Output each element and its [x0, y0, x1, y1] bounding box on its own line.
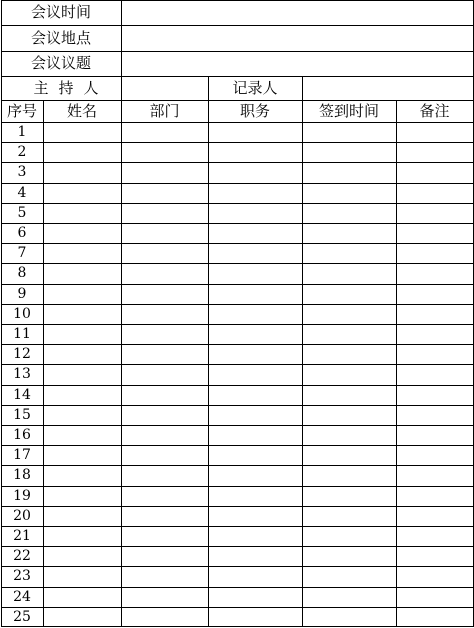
- name-cell[interactable]: [43, 546, 121, 566]
- column-header-signin-time: 签到时间: [318, 101, 379, 120]
- row-index: 23: [13, 568, 31, 585]
- signin-time-cell[interactable]: [302, 243, 396, 263]
- remarks-cell[interactable]: [396, 486, 473, 506]
- name-cell[interactable]: [43, 223, 121, 243]
- name-cell[interactable]: [43, 566, 121, 586]
- row-index: 18: [13, 467, 31, 484]
- meeting-place-field[interactable]: [121, 25, 473, 51]
- position-cell[interactable]: [208, 243, 302, 263]
- name-cell[interactable]: [43, 506, 121, 526]
- remarks-cell[interactable]: [396, 344, 473, 364]
- remarks-cell[interactable]: [396, 587, 473, 607]
- row-index: 6: [17, 225, 27, 242]
- row-index: 5: [17, 204, 27, 221]
- signin-time-cell[interactable]: [302, 122, 396, 142]
- name-cell[interactable]: [43, 607, 121, 627]
- position-cell[interactable]: [208, 587, 302, 607]
- signin-time-cell[interactable]: [302, 263, 396, 283]
- name-cell[interactable]: [43, 344, 121, 364]
- recorder-label: 记录人: [232, 78, 278, 97]
- signin-time-cell[interactable]: [302, 344, 396, 364]
- remarks-cell[interactable]: [396, 566, 473, 586]
- signin-time-cell[interactable]: [302, 607, 396, 627]
- position-cell[interactable]: [208, 506, 302, 526]
- position-cell[interactable]: [208, 405, 302, 425]
- column-header-remarks: 备注: [419, 101, 450, 120]
- row-index: 17: [13, 447, 31, 464]
- position-cell[interactable]: [208, 162, 302, 182]
- signin-time-cell[interactable]: [302, 385, 396, 405]
- department-cell[interactable]: [121, 243, 208, 263]
- position-cell[interactable]: [208, 526, 302, 546]
- department-cell[interactable]: [121, 486, 208, 506]
- remarks-cell[interactable]: [396, 284, 473, 304]
- position-cell[interactable]: [208, 445, 302, 465]
- remarks-cell[interactable]: [396, 304, 473, 324]
- meeting-topic-label: 会议议题: [30, 54, 91, 72]
- position-cell[interactable]: [208, 566, 302, 586]
- signin-time-cell[interactable]: [302, 425, 396, 445]
- position-cell[interactable]: [208, 486, 302, 506]
- department-cell[interactable]: [121, 425, 208, 445]
- position-cell[interactable]: [208, 122, 302, 142]
- row-index: 2: [17, 144, 27, 161]
- row-index: 22: [13, 548, 31, 565]
- remarks-cell[interactable]: [396, 405, 473, 425]
- department-cell[interactable]: [121, 465, 208, 485]
- signin-time-cell[interactable]: [302, 566, 396, 586]
- position-cell[interactable]: [208, 324, 302, 344]
- department-cell[interactable]: [121, 607, 208, 627]
- position-cell[interactable]: [208, 344, 302, 364]
- department-cell[interactable]: [121, 284, 208, 304]
- remarks-cell[interactable]: [396, 122, 473, 142]
- department-cell[interactable]: [121, 445, 208, 465]
- position-cell[interactable]: [208, 607, 302, 627]
- department-cell[interactable]: [121, 324, 208, 344]
- meeting-time-field[interactable]: [121, 0, 473, 25]
- column-header-index: 序号: [6, 101, 37, 120]
- department-cell[interactable]: [121, 526, 208, 546]
- position-cell[interactable]: [208, 465, 302, 485]
- row-index: 14: [13, 386, 31, 403]
- position-cell[interactable]: [208, 263, 302, 283]
- department-cell[interactable]: [121, 587, 208, 607]
- remarks-cell[interactable]: [396, 425, 473, 445]
- position-cell[interactable]: [208, 385, 302, 405]
- signin-time-cell[interactable]: [302, 445, 396, 465]
- signin-time-cell[interactable]: [302, 546, 396, 566]
- remarks-cell[interactable]: [396, 385, 473, 405]
- name-cell[interactable]: [43, 465, 121, 485]
- remarks-cell[interactable]: [396, 142, 473, 162]
- row-index: 20: [13, 507, 31, 524]
- name-cell[interactable]: [43, 587, 121, 607]
- signin-time-cell[interactable]: [302, 142, 396, 162]
- signin-time-cell[interactable]: [302, 364, 396, 384]
- department-cell[interactable]: [121, 344, 208, 364]
- row-index: 4: [17, 184, 27, 201]
- name-cell[interactable]: [43, 486, 121, 506]
- host-field[interactable]: [121, 76, 208, 100]
- signin-time-cell[interactable]: [302, 324, 396, 344]
- name-cell[interactable]: [43, 122, 121, 142]
- department-cell[interactable]: [121, 142, 208, 162]
- department-cell[interactable]: [121, 405, 208, 425]
- remarks-cell[interactable]: [396, 324, 473, 344]
- remarks-cell[interactable]: [396, 445, 473, 465]
- department-cell[interactable]: [121, 566, 208, 586]
- name-cell[interactable]: [43, 526, 121, 546]
- name-cell[interactable]: [43, 203, 121, 223]
- position-cell[interactable]: [208, 546, 302, 566]
- position-cell[interactable]: [208, 223, 302, 243]
- row-index: 16: [13, 427, 31, 444]
- name-cell[interactable]: [43, 263, 121, 283]
- department-cell[interactable]: [121, 223, 208, 243]
- row-index: 8: [17, 265, 27, 282]
- recorder-field[interactable]: [302, 76, 473, 100]
- department-cell[interactable]: [121, 546, 208, 566]
- department-cell[interactable]: [121, 385, 208, 405]
- signin-time-cell[interactable]: [302, 526, 396, 546]
- remarks-cell[interactable]: [396, 243, 473, 263]
- row-index: 15: [13, 406, 31, 423]
- signin-time-cell[interactable]: [302, 587, 396, 607]
- name-cell[interactable]: [43, 162, 121, 182]
- department-cell[interactable]: [121, 122, 208, 142]
- signin-time-cell[interactable]: [302, 486, 396, 506]
- name-cell[interactable]: [43, 243, 121, 263]
- department-cell[interactable]: [121, 162, 208, 182]
- remarks-cell[interactable]: [396, 546, 473, 566]
- signin-time-cell[interactable]: [302, 162, 396, 182]
- host-label: 主持人: [33, 78, 109, 97]
- remarks-cell[interactable]: [396, 263, 473, 283]
- name-cell[interactable]: [43, 324, 121, 344]
- row-index: 1: [17, 124, 27, 141]
- name-cell[interactable]: [43, 425, 121, 445]
- meeting-topic-field[interactable]: [121, 51, 473, 76]
- remarks-cell[interactable]: [396, 506, 473, 526]
- meeting-time-label: 会议时间: [30, 3, 91, 21]
- department-cell[interactable]: [121, 304, 208, 324]
- signin-time-cell[interactable]: [302, 284, 396, 304]
- row-index: 19: [13, 487, 31, 504]
- name-cell[interactable]: [43, 284, 121, 304]
- department-cell[interactable]: [121, 364, 208, 384]
- remarks-cell[interactable]: [396, 223, 473, 243]
- meeting-place-label: 会议地点: [30, 28, 91, 47]
- row-index: 7: [17, 245, 27, 262]
- row-index: 11: [13, 326, 31, 343]
- row-index: 12: [13, 346, 31, 363]
- name-cell[interactable]: [43, 183, 121, 203]
- remarks-cell[interactable]: [396, 465, 473, 485]
- position-cell[interactable]: [208, 425, 302, 445]
- name-cell[interactable]: [43, 304, 121, 324]
- name-cell[interactable]: [43, 364, 121, 384]
- row-index: 24: [13, 588, 31, 605]
- column-header-department: 部门: [149, 101, 180, 120]
- department-cell[interactable]: [121, 506, 208, 526]
- signin-time-cell[interactable]: [302, 465, 396, 485]
- column-header-name: 姓名: [66, 101, 97, 120]
- column-header-position: 职务: [239, 101, 270, 120]
- name-cell[interactable]: [43, 445, 121, 465]
- position-cell[interactable]: [208, 284, 302, 304]
- department-cell[interactable]: [121, 183, 208, 203]
- name-cell[interactable]: [43, 385, 121, 405]
- name-cell[interactable]: [43, 142, 121, 162]
- row-index: 10: [13, 305, 31, 322]
- remarks-cell[interactable]: [396, 203, 473, 223]
- remarks-cell[interactable]: [396, 364, 473, 384]
- signin-time-cell[interactable]: [302, 405, 396, 425]
- position-cell[interactable]: [208, 203, 302, 223]
- remarks-cell[interactable]: [396, 607, 473, 627]
- position-cell[interactable]: [208, 364, 302, 384]
- department-cell[interactable]: [121, 263, 208, 283]
- row-index: 25: [13, 608, 31, 625]
- row-index: 21: [13, 528, 31, 545]
- remarks-cell[interactable]: [396, 162, 473, 182]
- name-cell[interactable]: [43, 405, 121, 425]
- remarks-cell[interactable]: [396, 526, 473, 546]
- position-cell[interactable]: [208, 183, 302, 203]
- remarks-cell[interactable]: [396, 183, 473, 203]
- position-cell[interactable]: [208, 304, 302, 324]
- signin-time-cell[interactable]: [302, 223, 396, 243]
- signin-time-cell[interactable]: [302, 506, 396, 526]
- signin-time-cell[interactable]: [302, 304, 396, 324]
- position-cell[interactable]: [208, 142, 302, 162]
- row-index: 3: [17, 164, 27, 181]
- department-cell[interactable]: [121, 203, 208, 223]
- signin-time-cell[interactable]: [302, 203, 396, 223]
- signin-time-cell[interactable]: [302, 183, 396, 203]
- row-index: 13: [13, 366, 31, 383]
- sign-in-sheet: [1, 0, 473, 627]
- row-index: 9: [17, 285, 27, 302]
